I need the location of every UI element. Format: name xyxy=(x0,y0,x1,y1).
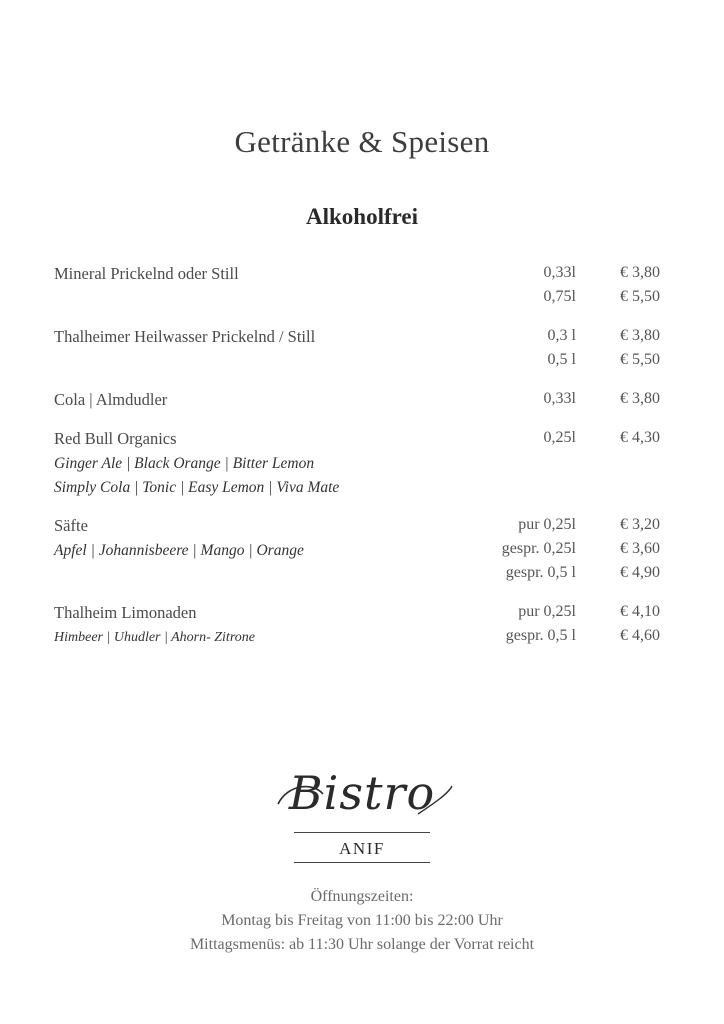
item-price: € 4,60 xyxy=(620,627,660,644)
item-price: € 5,50 xyxy=(620,351,660,368)
item-variants: Himbeer | Uhudler | Ahorn- Zitrone xyxy=(54,630,255,645)
price-row xyxy=(54,351,668,375)
menu-item-saefte xyxy=(54,516,668,588)
item-price: € 3,20 xyxy=(620,516,660,533)
logo-divider-top xyxy=(294,832,430,833)
item-price: € 3,60 xyxy=(620,540,660,557)
menu-item-redbull xyxy=(54,429,668,501)
item-size: gespr. 0,25l xyxy=(501,540,576,557)
item-size: pur 0,25l xyxy=(518,603,576,620)
price-row xyxy=(54,390,668,414)
item-price: € 3,80 xyxy=(620,264,660,281)
variant-row xyxy=(54,453,668,477)
logo-divider-bottom xyxy=(294,862,430,863)
item-variants: Ginger Ale | Black Orange | Bitter Lemon xyxy=(54,455,315,472)
logo-script-text: Bistro xyxy=(288,766,436,820)
item-name: Red Bull Organics xyxy=(54,429,177,448)
price-row xyxy=(54,627,668,651)
item-price: € 5,50 xyxy=(620,288,660,305)
item-size: 0,33l xyxy=(543,264,576,281)
opening-hours-heading: Öffnungszeiten: xyxy=(310,888,414,905)
item-name: Cola | Almdudler xyxy=(54,390,168,409)
price-row xyxy=(54,288,668,312)
menu-item-heilwasser xyxy=(54,327,668,375)
item-size: 0,33l xyxy=(543,390,576,407)
lunch-menu-note: Mittagsmenüs: ab 11:30 Uhr solange der Vorrat reicht xyxy=(189,936,535,953)
item-name: Thalheimer Heilwasser Prickelnd / Still xyxy=(54,327,316,346)
item-name: Säfte xyxy=(54,516,88,535)
variant-row xyxy=(54,477,668,501)
menu-item-limonaden xyxy=(54,603,668,651)
item-price: € 4,10 xyxy=(620,603,660,620)
menu-item-mineral xyxy=(54,264,668,312)
item-variants: Simply Cola | Tonic | Easy Lemon | Viva Mate xyxy=(54,479,340,496)
opening-hours-weekdays: Montag bis Freitag von 11:00 bis 22:00 Uhr xyxy=(221,912,503,929)
price-row xyxy=(54,264,668,288)
item-size: 0,3 l xyxy=(547,327,576,344)
item-size: gespr. 0,5 l xyxy=(505,564,576,581)
bistro-logo xyxy=(262,766,462,866)
item-price: € 4,90 xyxy=(620,564,660,581)
item-size: 0,5 l xyxy=(547,351,576,368)
opening-hours xyxy=(0,885,724,957)
item-size: 0,25l xyxy=(543,429,576,446)
page-title: Getränke & Speisen xyxy=(234,124,490,159)
section-title: Alkoholfrei xyxy=(305,204,419,229)
price-row xyxy=(54,564,668,588)
item-size: 0,75l xyxy=(543,288,576,305)
item-name: Mineral Prickelnd oder Still xyxy=(54,264,239,283)
logo-subtitle: ANIF xyxy=(339,839,385,858)
price-row xyxy=(54,327,668,351)
item-size: pur 0,25l xyxy=(518,516,576,533)
price-row xyxy=(54,540,668,564)
item-price: € 3,80 xyxy=(620,327,660,344)
menu-item-cola xyxy=(54,390,668,414)
item-price: € 4,30 xyxy=(620,429,660,446)
item-size: gespr. 0,5 l xyxy=(505,627,576,644)
price-row xyxy=(54,429,668,453)
price-row xyxy=(54,516,668,540)
item-price: € 3,80 xyxy=(620,390,660,407)
price-row xyxy=(54,603,668,627)
item-variants: Apfel | Johannisbeere | Mango | Orange xyxy=(54,542,304,559)
item-name: Thalheim Limonaden xyxy=(54,603,197,622)
